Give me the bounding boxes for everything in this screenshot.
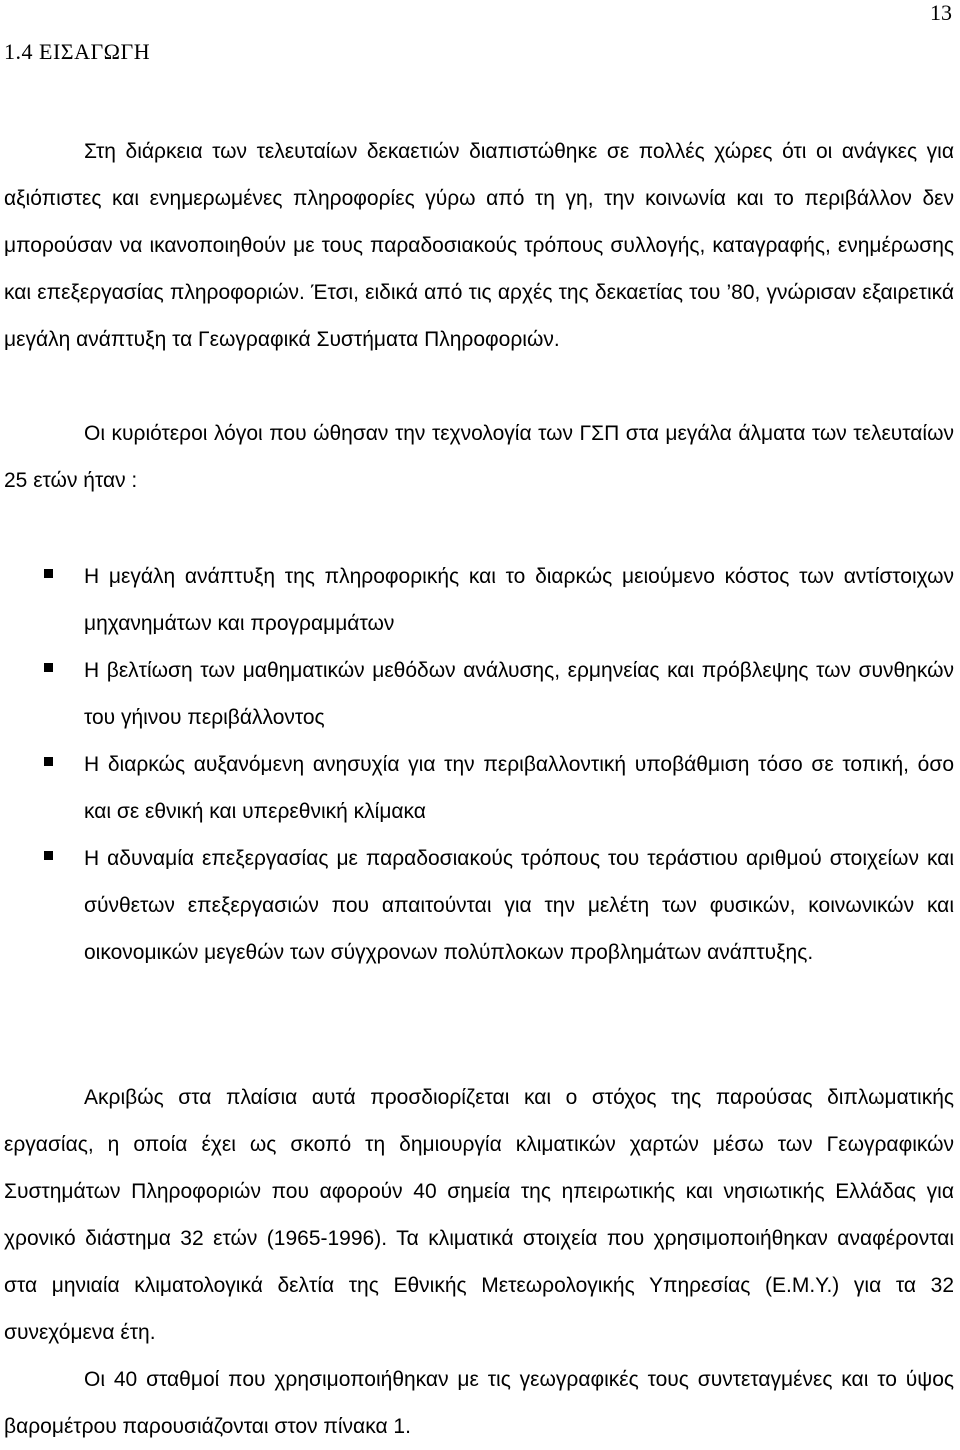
page-number: 13 [930, 0, 952, 25]
intro-paragraph-block [4, 128, 954, 363]
square-bullet-icon [44, 757, 53, 766]
list-item-text: Η βελτίωση των μαθηματικών μεθόδων ανάλυσης, ερμηνείας και πρόβλεψης των συνθηκών του γήινου περιβάλλοντος [84, 659, 954, 729]
square-bullet-icon [44, 569, 53, 578]
square-bullet-icon [44, 851, 53, 860]
purpose-paragraph: Ακριβώς στα πλαίσια αυτά προσδιορίζεται και ο στόχος της παρούσας διπλωματικής εργασίας, η οποία έχει ως σκοπό τη δημιουργία κλιματικών χαρτών μέσω των Γεωγραφικών Συστημάτων Πληροφοριών που αφορούν 40 σημεία της ηπειρωτικής και νησιωτικής Ελλάδας για χρονικό διάστημα 32 ετών (1965-1996). Τα κλιματικά στοιχεία που χρησιμοποιήθηκαν αναφέρονται στα μηνιαία κλιματολογικά δελτία της Εθνικής Μετεωρολογικής Υπηρεσίας (Ε.Μ.Υ.) για τα 32 συνεχόμενα έτη. [4, 1086, 954, 1344]
list-item [44, 647, 954, 741]
section-heading: 1.4 ΕΙΣΑΓΩΓΗ [4, 39, 151, 64]
reasons-list [44, 553, 954, 976]
list-item [44, 835, 954, 976]
intro-paragraph: Στη διάρκεια των τελευταίων δεκαετιών διαπιστώθηκε σε πολλές χώρες ότι οι ανάγκες για αξιόπιστες και ενημερωμένες πληροφορίες γύρω από τη γη, την κοινωνία και το περιβάλλον δεν μπορούσαν να ικανοποιηθούν με τους παραδοσιακούς τρόπους συλλογής, καταγραφής, ενημέρωσης και επεξεργασίας πληροφοριών. Έτσι, ειδικά από τις αρχές της δεκαετίας του ’80, γνώρισαν εξαιρετικά μεγάλη ανάπτυξη τα Γεωγραφικά Συστήματα Πληροφοριών. [4, 140, 954, 351]
stations-paragraph: Οι 40 σταθμοί που χρησιμοποιήθηκαν με τις γεωγραφικές τους συντεταγμένες και το ύψος βαρομέτρου παρουσιάζονται στον πίνακα 1. [4, 1368, 954, 1438]
list-item [44, 553, 954, 647]
square-bullet-icon [44, 663, 53, 672]
reasons-intro-block [4, 410, 954, 504]
purpose-block [4, 1074, 954, 1450]
list-item [44, 741, 954, 835]
list-item-text: Η αδυναμία επεξεργασίας με παραδοσιακούς τρόπους του τεράστιου αριθμού στοιχείων και σύνθετων επεξεργασιών που απαιτούνται για την μελέτη των φυσικών, κοινωνικών και οικονομικών μεγεθών των σύγχρονων πολύπλοκων προβλημάτων ανάπτυξης. [84, 847, 954, 964]
list-item-text: Η μεγάλη ανάπτυξη της πληροφορικής και το διαρκώς μειούμενο κόστος των αντίστοιχων μηχανημάτων και προγραμμάτων [84, 565, 954, 635]
reasons-intro-paragraph: Οι κυριότεροι λόγοι που ώθησαν την τεχνολογία των ΓΣΠ στα μεγάλα άλματα των τελευταίων 25 ετών ήταν : [4, 422, 954, 492]
list-item-text: Η διαρκώς αυξανόμενη ανησυχία για την περιβαλλοντική υποβάθμιση τόσο σε τοπική, όσο και σε εθνική και υπερεθνική κλίμακα [84, 753, 954, 823]
